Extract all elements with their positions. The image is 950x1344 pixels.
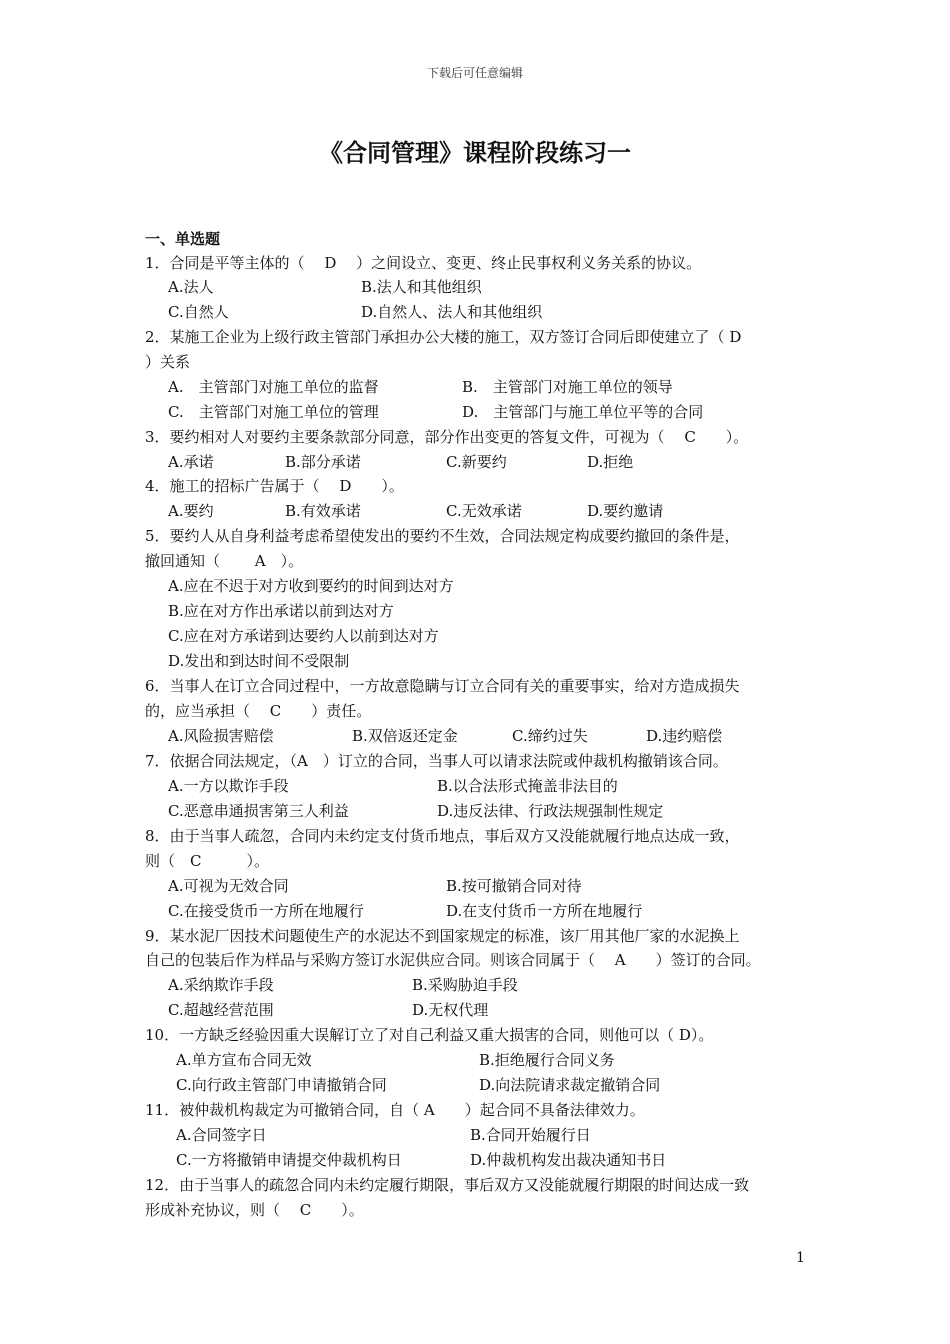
- question-9-line-1: 9．某水泥厂因技术问题使生产的水泥达不到国家规定的标准，该厂用其他厂家的水泥换上: [145, 927, 740, 945]
- q7-option-a: A.一方以欺诈手段: [168, 777, 289, 795]
- question-8-line-1: 8．由于当事人疏忽，合同内未约定支付货币地点，事后双方又没能就履行地点达成一致，: [145, 827, 740, 845]
- q3-option-d: D.拒绝: [587, 453, 634, 471]
- q4-option-b: B.有效承诺: [285, 502, 361, 520]
- q4-option-d: D.要约邀请: [587, 502, 664, 520]
- question-4-line-1: 4．施工的招标广告属于（ D ）。: [145, 477, 404, 495]
- q9-option-d: D.无权代理: [412, 1001, 489, 1019]
- q8-option-b: B.按可撤销合同对待: [446, 877, 582, 895]
- q10-option-d: D.向法院请求裁定撤销合同: [479, 1076, 661, 1094]
- question-7-line-1: 7．依据合同法规定，（A ）订立的合同，当事人可以请求法院或仲裁机构撤销该合同。: [145, 752, 728, 770]
- q1-option-b: B.法人和其他组织: [361, 278, 482, 296]
- q2-option-b: B. 主管部门对施工单位的领导: [462, 378, 673, 396]
- q11-option-a: A.合同签字日: [176, 1126, 267, 1144]
- question-2-line-2: ）关系: [145, 353, 191, 371]
- question-3-line-1: 3．要约相对人对要约主要条款部分同意，部分作出变更的答复文件，可视为（ C ）。: [145, 428, 749, 446]
- document-title: 《合同管理》课程阶段练习一: [319, 139, 631, 167]
- question-9-line-2: 自己的包装后作为样品与采购方签订水泥供应合同。则该合同属于（ A ）签订的合同。: [145, 951, 761, 969]
- section-heading: 一、单选题: [145, 230, 221, 248]
- q11-option-b: B.合同开始履行日: [470, 1126, 591, 1144]
- question-5-line-1: 5．要约人从自身利益考虑希望使发出的要约不生效，合同法规定构成要约撤回的条件是，: [145, 527, 740, 545]
- question-6-line-1: 6．当事人在订立合同过程中，一方故意隐瞒与订立合同有关的重要事实，给对方造成损失: [145, 677, 740, 695]
- q3-option-b: B.部分承诺: [285, 453, 361, 471]
- question-8-line-2: 则（ C ）。: [145, 852, 269, 870]
- q6-option-c: C.缔约过失: [512, 727, 588, 745]
- q9-option-a: A.采纳欺诈手段: [168, 976, 274, 994]
- page-header: 下载后可任意编辑: [426, 66, 523, 80]
- q7-option-b: B.以合法形式掩盖非法目的: [437, 777, 618, 795]
- q10-option-b: B.拒绝履行合同义务: [479, 1051, 615, 1069]
- q7-option-d: D.违反法律、行政法规强制性规定: [437, 802, 664, 820]
- q4-option-a: A.要约: [168, 502, 214, 520]
- q2-option-d: D. 主管部门与施工单位平等的合同: [462, 403, 704, 421]
- q11-option-d: D.仲裁机构发出裁决通知书日: [470, 1151, 667, 1169]
- q10-option-a: A.单方宣布合同无效: [176, 1051, 312, 1069]
- q8-option-c: C.在接受货币一方所在地履行: [168, 902, 364, 920]
- q4-option-c: C.无效承诺: [446, 502, 522, 520]
- q2-option-a: A. 主管部门对施工单位的监督: [168, 378, 379, 396]
- q8-option-a: A.可视为无效合同: [168, 877, 289, 895]
- q5-option-d: D.发出和到达时间不受限制: [168, 652, 350, 670]
- q9-option-b: B.采购胁迫手段: [412, 976, 518, 994]
- question-1-line-1: 1．合同是平等主体的（ D ）之间设立、变更、终止民事权利义务关系的协议。: [145, 254, 702, 272]
- question-5-line-2: 撤回通知（ A ）。: [145, 552, 304, 570]
- question-11-line-1: 11．被仲裁机构裁定为可撤销合同，自（ A ）起合同不具备法律效力。: [145, 1101, 645, 1119]
- question-12-line-2: 形成补充协议，则（ C ）。: [145, 1201, 364, 1219]
- q6-option-b: B.双倍返还定金: [352, 727, 458, 745]
- q5-option-c: C.应在对方承诺到达要约人以前到达对方: [168, 627, 439, 645]
- q7-option-c: C.恶意串通损害第三人利益: [168, 802, 349, 820]
- q1-option-a: A.法人: [168, 278, 214, 296]
- q6-option-d: D.违约赔偿: [646, 727, 723, 745]
- q5-option-b: B.应在对方作出承诺以前到达对方: [168, 602, 394, 620]
- q8-option-d: D.在支付货币一方所在地履行: [446, 902, 643, 920]
- q1-option-d: D.自然人、法人和其他组织: [361, 303, 543, 321]
- question-2-line-1: 2．某施工企业为上级行政主管部门承担办公大楼的施工，双方签订合同后即使建立了（ D: [145, 328, 742, 346]
- q6-option-a: A.风险损害赔偿: [168, 727, 274, 745]
- q1-option-c: C.自然人: [168, 303, 229, 321]
- q3-option-c: C.新要约: [446, 453, 507, 471]
- q10-option-c: C.向行政主管部门申请撤销合同: [176, 1076, 387, 1094]
- q9-option-c: C.超越经营范围: [168, 1001, 274, 1019]
- q3-option-a: A.承诺: [168, 453, 214, 471]
- question-6-line-2: 的，应当承担（ C ）责任。: [145, 702, 372, 720]
- q2-option-c: C. 主管部门对施工单位的管理: [168, 403, 379, 421]
- q11-option-c: C.一方将撤销申请提交仲裁机构日: [176, 1151, 402, 1169]
- page-number: 1: [796, 1250, 805, 1266]
- q5-option-a: A.应在不迟于对方收到要约的时间到达对方: [168, 577, 454, 595]
- question-10-line-1: 10．一方缺乏经验因重大误解订立了对自己利益又重大损害的合同，则他可以（ D）。: [145, 1026, 714, 1044]
- question-12-line-1: 12．由于当事人的疏忽合同内未约定履行期限，事后双方又没能就履行期限的时间达成一致: [145, 1176, 750, 1194]
